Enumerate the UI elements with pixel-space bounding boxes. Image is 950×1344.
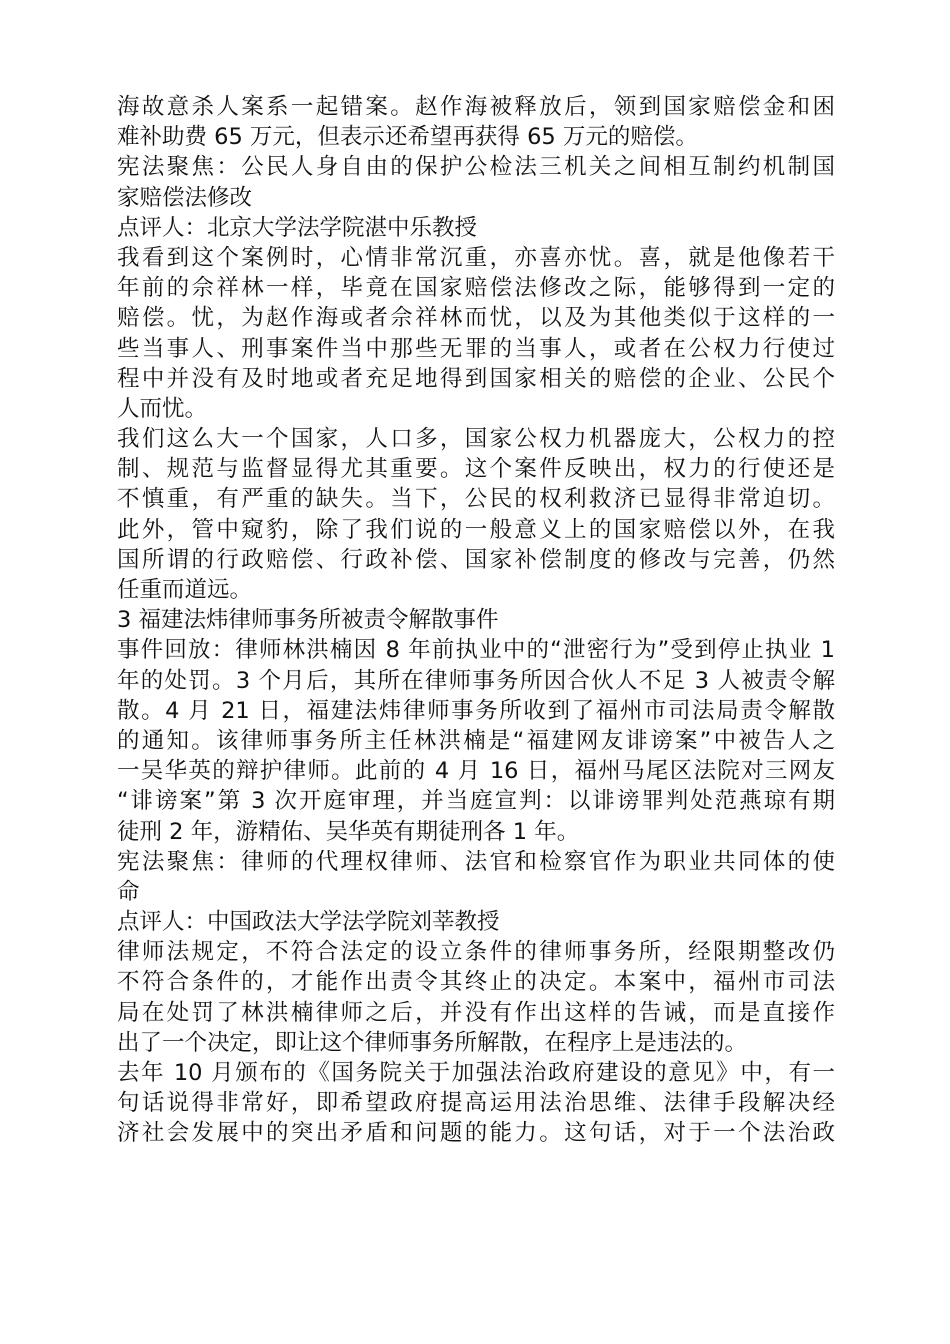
text-line: 任重而道远。 xyxy=(117,577,253,603)
text-line: 海故意杀人案系一起错案。赵作海被释放后，领到国家赔偿金和困 xyxy=(117,94,835,120)
section-heading: 3 福建法炜律师事务所被责令解散事件 xyxy=(117,607,499,634)
text-line: 徒刑 2 年，游精佑、吴华英有期徒刑各 1 年。 xyxy=(117,818,580,845)
text-line: 命 xyxy=(117,878,140,905)
text-line: 我们这么大一个国家，人口多，国家公权力机器庞大，公权力的控 xyxy=(117,426,835,453)
text-line: 年的处罚。3 个月后，其所在律师事务所因合伙人不足 3 人被责令解 xyxy=(117,667,835,694)
text-line: 不符合条件的，才能作出责令其终止的决定。本案中，福州市司法 xyxy=(117,969,835,996)
text-line: 此外，管中窥豹，除了我们说的一般意义上的国家赔偿以外，在我 xyxy=(117,516,835,543)
text-line: 点评人：中国政法大学法学院刘莘教授 xyxy=(117,909,500,936)
text-line: 济社会发展中的突出矛盾和问题的能力。这句话，对于一个法治政 xyxy=(117,1120,835,1147)
text-line: “诽谤案”第 3 次开庭审理，并当庭宣判：以诽谤罪判处范燕琼有期 xyxy=(117,788,835,815)
text-line: 制、规范与监督显得尤其重要。这个案件反映出，权力的行使还是 xyxy=(117,456,835,483)
text-line: 宪法聚焦：公民人身自由的保护公检法三机关之间相互制约机制国 xyxy=(117,154,835,181)
text-line: 事件回放：律师林洪楠因 8 年前执业中的“泄密行为”受到停止执业 1 xyxy=(117,637,835,664)
text-line: 宪法聚焦：律师的代理权律师、法官和检察官作为职业共同体的使 xyxy=(117,848,835,875)
text-line: 一吴华英的辩护律师。此前的 4 月 16 日，福州马尾区法院对三网友 xyxy=(117,758,835,785)
text-line: 我看到这个案例时，心情非常沉重，亦喜亦忧。喜，就是他像若干 xyxy=(117,244,835,271)
text-line: 难补助费 65 万元，但表示还希望再获得 65 万元的赔偿。 xyxy=(117,124,698,151)
document-page xyxy=(117,92,835,1149)
text-line: 人而忧。 xyxy=(117,395,208,422)
text-line: 些当事人、刑事案件当中那些无罪的当事人，或者在公权力行使过 xyxy=(117,335,835,362)
text-line: 不慎重，有严重的缺失。当下，公民的权利救济已显得非常迫切。 xyxy=(117,486,835,513)
text-line: 点评人：北京大学法学院湛中乐教授 xyxy=(117,214,478,241)
text-line: 去年 10 月颁布的《国务院关于加强法治政府建设的意见》中，有一 xyxy=(117,1060,835,1086)
text-line: 程中并没有及时地或者充足地得到国家相关的赔偿的企业、公民个 xyxy=(117,365,835,392)
text-line: 出了一个决定，即让这个律师事务所解散，在程序上是违法的。 xyxy=(117,1029,748,1056)
text-line: 句话说得非常好，即希望政府提高运用法治思维、法律手段解决经 xyxy=(117,1090,835,1117)
text-line: 律师法规定，不符合法定的设立条件的律师事务所，经限期整改仍 xyxy=(117,939,835,966)
text-line: 的通知。该律师事务所主任林洪楠是“福建网友诽谤案”中被告人之 xyxy=(117,727,835,754)
text-line: 赔偿。忧，为赵作海或者佘祥林而忧，以及为其他类似于这样的一 xyxy=(117,305,835,332)
text-line: 局在处罚了林洪楠律师之后，并没有作出这样的告诫，而是直接作 xyxy=(117,999,835,1026)
text-line: 家赔偿法修改 xyxy=(117,184,253,211)
text-line: 国所谓的行政赔偿、行政补偿、国家补偿制度的修改与完善，仍然 xyxy=(117,546,835,573)
text-line: 散。4 月 21 日，福建法炜律师事务所收到了福州市司法局责令解散 xyxy=(117,697,835,724)
text-line: 年前的佘祥林一样，毕竟在国家赔偿法修改之际，能够得到一定的 xyxy=(117,275,835,302)
